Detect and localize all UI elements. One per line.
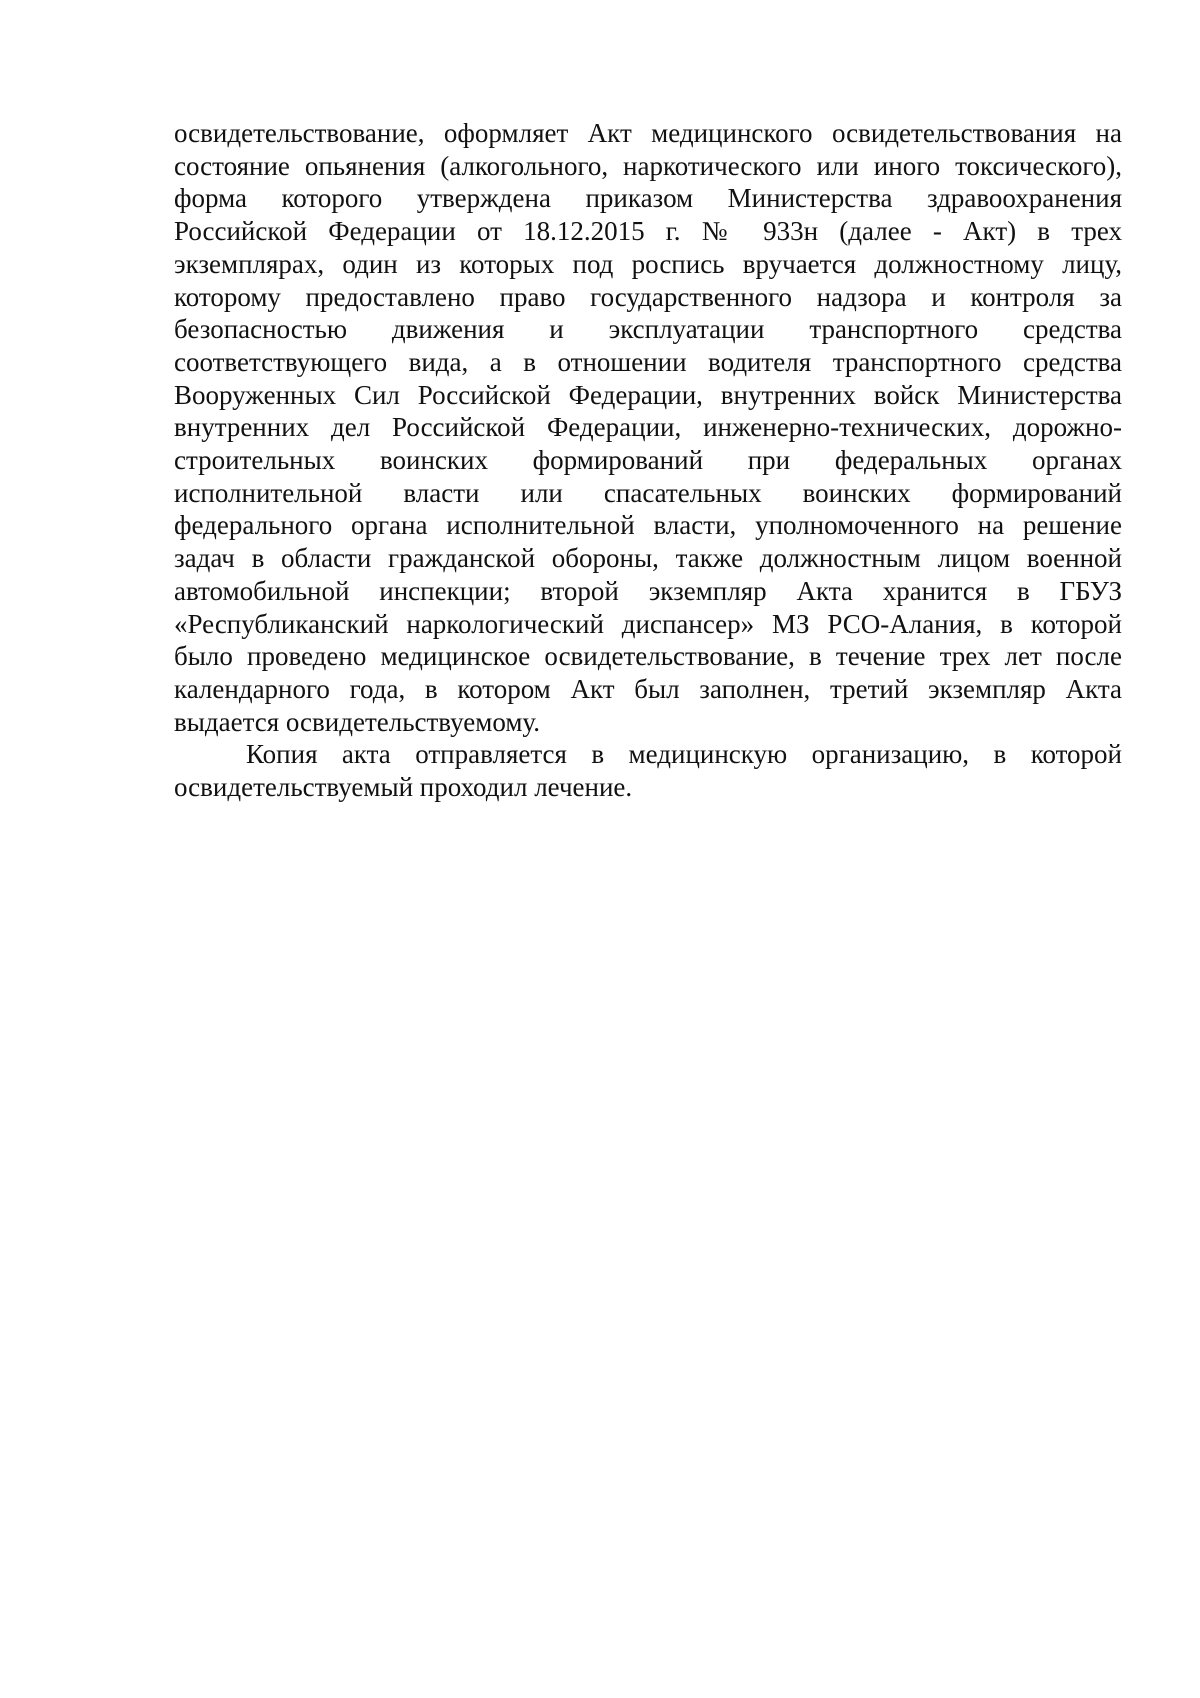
text-line: состояние опьянения (алкогольного, наркотического или иного токсического), [174, 150, 1122, 181]
text-line: Копия акта отправляется в медицинскую организацию, в которой [246, 739, 1122, 770]
paragraph-act-procedure [174, 117, 1122, 738]
text-line: строительных воинских формирований при федеральных органах [174, 445, 1122, 476]
text-line: исполнительной власти или спасательных воинских формирований [174, 477, 1122, 508]
text-line: которому предоставлено право государственного надзора и контроля за [174, 281, 1122, 312]
text-line: календарного года, в котором Акт был заполнен, третий экземпляр Акта [174, 673, 1122, 704]
text-line: внутренних дел Российской Федерации, инженерно-технических, дорожно- [174, 412, 1122, 443]
text-line: задач в области гражданской обороны, также должностным лицом военной [174, 543, 1122, 574]
text-line: форма которого утверждена приказом Министерства здравоохранения [174, 183, 1122, 214]
text-line: безопасностью движения и эксплуатации транспортного средства [174, 314, 1122, 345]
text-line: автомобильной инспекции; второй экземпляр Акта хранится в ГБУЗ [174, 575, 1122, 606]
text-line: «Республиканский наркологический диспансер» МЗ РСО-Алания, в которой [174, 608, 1122, 639]
text-line: экземплярах, один из которых под роспись вручается должностному лицу, [174, 248, 1122, 279]
text-line: соответствующего вида, а в отношении водителя транспортного средства [174, 346, 1122, 377]
document-body [174, 117, 1122, 804]
text-line: федерального органа исполнительной власти, уполномоченного на решение [174, 510, 1122, 541]
text-line: Российской Федерации от 18.12.2015 г. № 933н (далее - Акт) в трех [174, 216, 1122, 247]
text-line: Вооруженных Сил Российской Федерации, внутренних войск Министерства [174, 379, 1122, 410]
text-line: освидетельствование, оформляет Акт медицинского освидетельствования на [174, 118, 1122, 148]
text-line: выдается освидетельствуемому. [174, 706, 540, 737]
text-line: освидетельствуемый проходил лечение. [174, 772, 633, 803]
text-line: было проведено медицинское освидетельствование, в течение трех лет после [174, 641, 1122, 672]
paragraph-copy-of-act [174, 738, 1122, 803]
